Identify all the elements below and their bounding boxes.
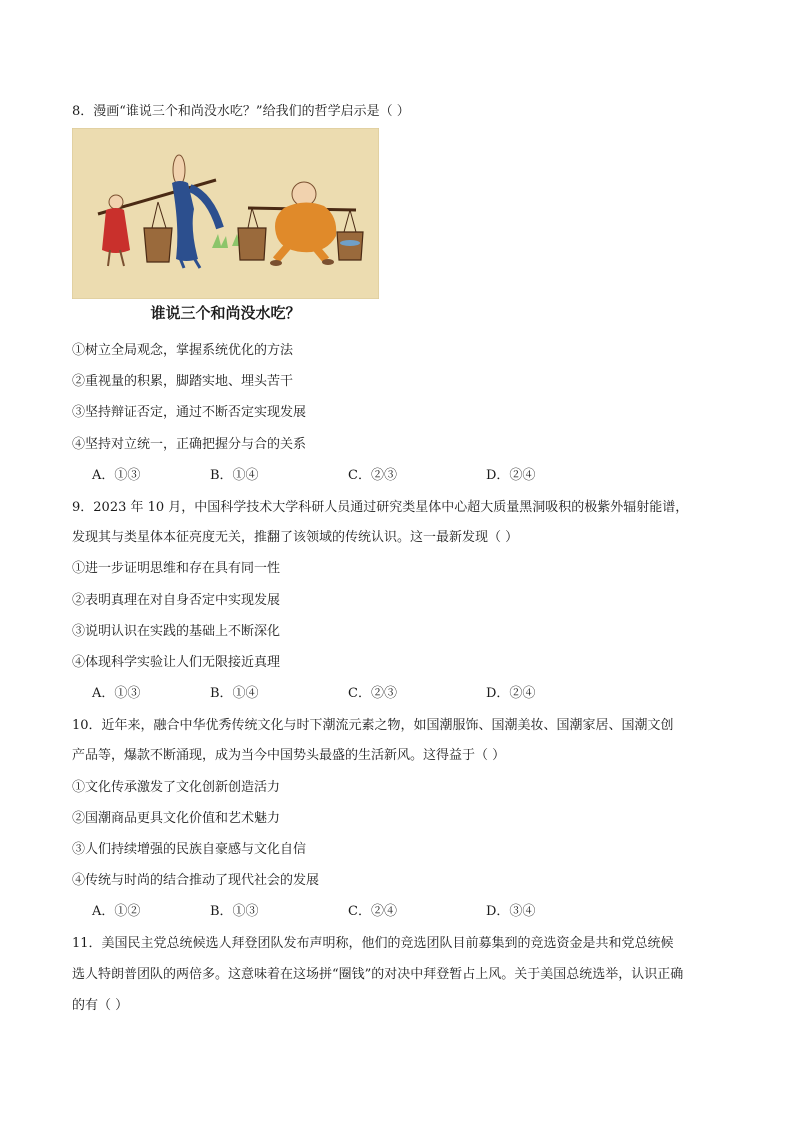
q10-option-c[interactable]: C．②④ — [348, 904, 397, 919]
q10-stem-line2: 产品等，爆款不断涌现，成为当今中国势头最盛的生活新风。这得益于（ ） — [72, 748, 506, 763]
q10-item-3: ③人们持续增强的民族自豪感与文化自信 — [72, 842, 307, 857]
q8-stem: 8．漫画“谁说三个和尚没水吃？”给我们的哲学启示是（ ） — [72, 104, 410, 119]
q10-option-a[interactable]: A．①② — [92, 904, 141, 919]
q8-option-a[interactable]: A．①③ — [92, 468, 141, 483]
q10-item-1: ①文化传承激发了文化创新创造活力 — [72, 780, 281, 795]
q8-option-d[interactable]: D．②④ — [486, 468, 536, 483]
q8-item-2: ②重视量的积累，脚踏实地、埋头苦干 — [72, 374, 294, 389]
q9-item-4: ④体现科学实验让人们无限接近真理 — [72, 655, 281, 670]
q9-option-c[interactable]: C．②③ — [348, 686, 397, 701]
q9-option-b[interactable]: B．①④ — [210, 686, 259, 701]
q10-item-4: ④传统与时尚的结合推动了现代社会的发展 — [72, 873, 320, 888]
q10-option-b[interactable]: B．①③ — [210, 904, 259, 919]
q8-item-1: ①树立全局观念，掌握系统优化的方法 — [72, 343, 294, 358]
q10-option-d[interactable]: D．③④ — [486, 904, 536, 919]
q8-option-c[interactable]: C．②③ — [348, 468, 397, 483]
q9-stem-line1: 9．2023 年 10 月，中国科学技术大学科研人员通过研究类星体中心超大质量黑洞吸积的极紫外辐射能谱， — [72, 500, 689, 515]
q9-item-1: ①进一步证明思维和存在具有同一性 — [72, 561, 281, 576]
q11-stem-line2: 选人特朗普团队的两倍多。这意味着在这场拼“圈钱”的对决中拜登暂占上风。关于美国总统选举，认识正确 — [72, 967, 684, 982]
q8-item-4: ④坚持对立统一，正确把握分与合的关系 — [72, 437, 307, 452]
q10-item-2: ②国潮商品更具文化价值和艺术魅力 — [72, 811, 281, 826]
q9-item-3: ③说明认识在实践的基础上不断深化 — [72, 624, 281, 639]
q9-item-2: ②表明真理在对自身否定中实现发展 — [72, 593, 281, 608]
monks-cartoon-image — [72, 128, 379, 299]
q8-item-3: ③坚持辩证否定，通过不断否定实现发展 — [72, 405, 307, 420]
q11-stem-line3: 的有（ ） — [72, 998, 129, 1013]
q9-option-a[interactable]: A．①③ — [92, 686, 141, 701]
monks-cartoon-illustration — [72, 128, 379, 299]
q9-stem-line2: 发现其与类星体本征亮度无关，推翻了该领域的传统认识。这一最新发现（ ） — [72, 530, 519, 545]
q11-stem-line1: 11．美国民主党总统候选人拜登团队发布声明称，他们的竞选团队目前募集到的竞选资金是共和党总统候 — [72, 936, 674, 951]
q10-stem-line1: 10．近年来，融合中华优秀传统文化与时下潮流元素之物，如国潮服饰、国潮美妆、国潮家居、国潮文创 — [72, 718, 674, 733]
q8-option-b[interactable]: B．①④ — [210, 468, 259, 483]
q9-option-d[interactable]: D．②④ — [486, 686, 536, 701]
image-caption: 谁说三个和尚没水吃？ — [150, 304, 301, 322]
